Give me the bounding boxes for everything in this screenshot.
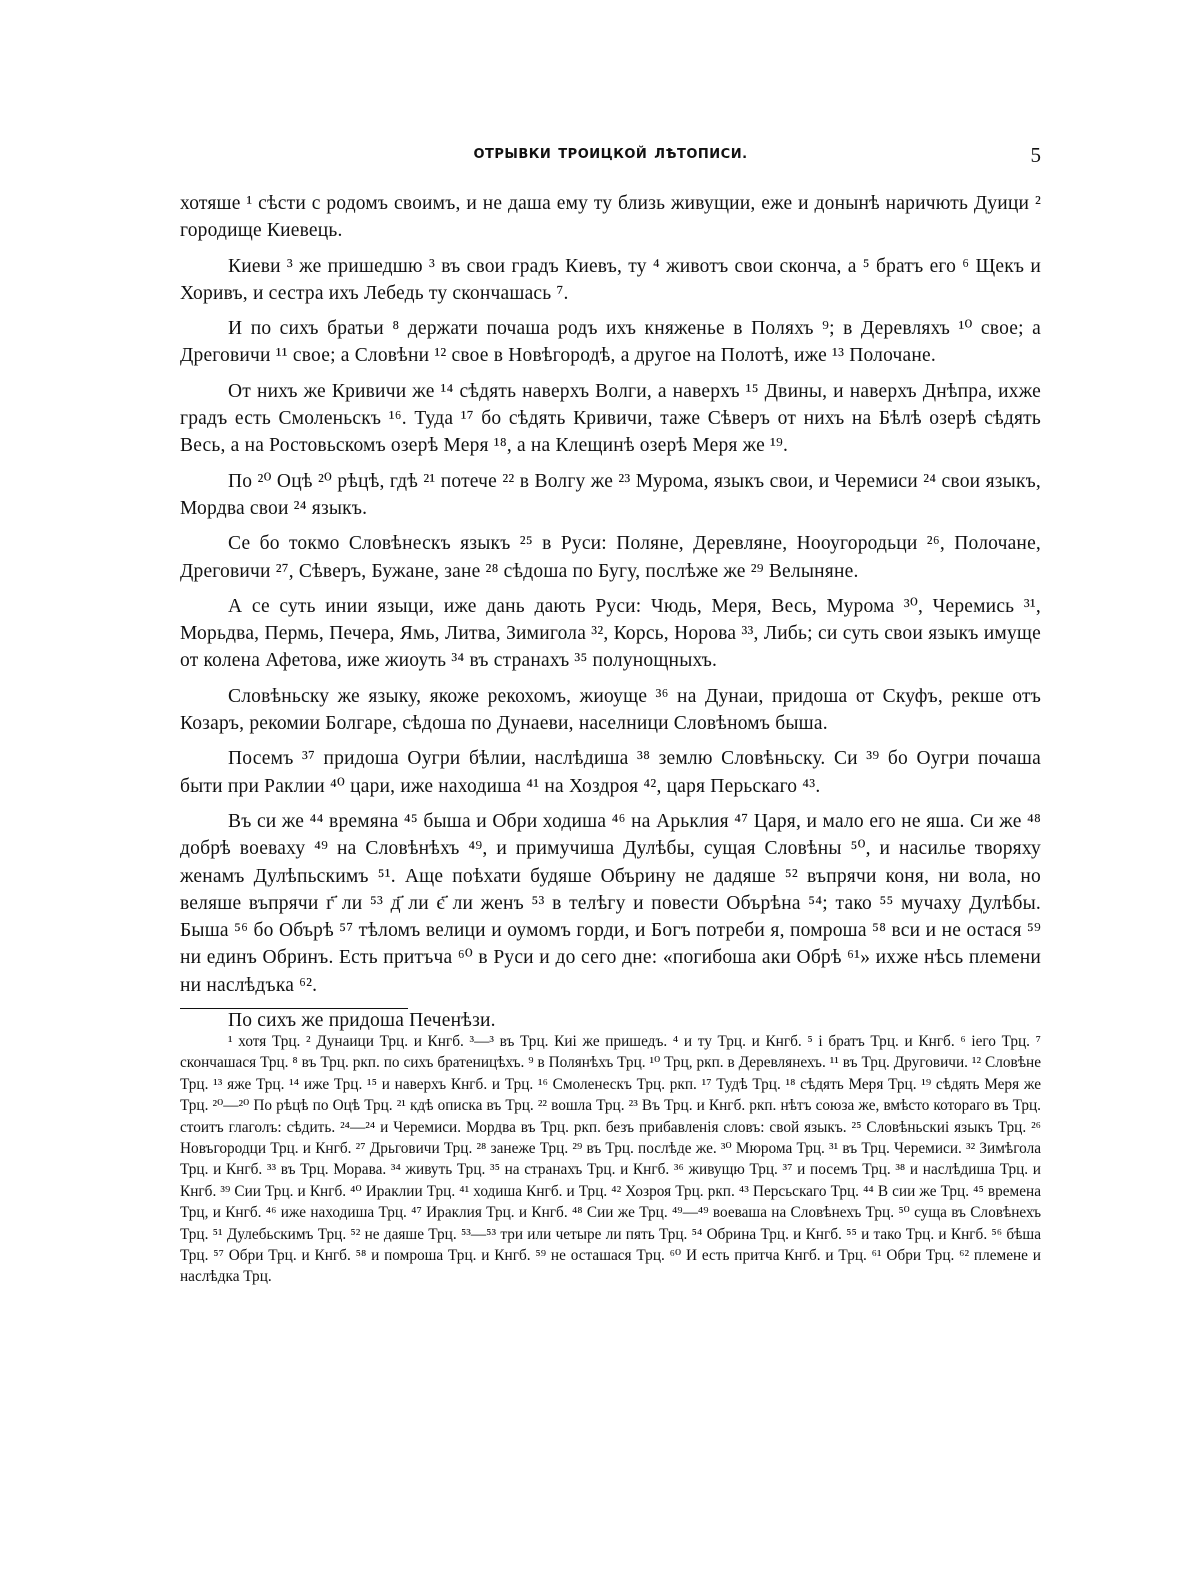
footnotes (180, 1031, 1041, 1288)
page-header (180, 143, 1041, 173)
paragraph: Словѣньску же языку, якоже рекохомъ, жиоуще ³⁶ на Дунаи, придоша от Скуфъ, рекше отъ Козаръ, рекомии Болгаре, сѣдоша по Дунаеви, населници Словѣномъ быша. (180, 685, 1041, 735)
paragraph: хотяше ¹ сѣсти с родомъ своимъ, и не даша ему ту близь живущии, еже и донынѣ наричють Дуици ² городище Киевець. (180, 193, 1041, 242)
paragraph: Въ си же ⁴⁴ времяна ⁴⁵ быша и Обри ходиша ⁴⁶ на Арьклия ⁴⁷ Царя, и мало его не яша. Си же ⁴⁸ добрѣ воеваху ⁴⁹ на Словѣнѣхъ ⁴⁹, и примучиша Дулѣбы, сущая Словѣны ⁵⁰, и насилье творяху женамъ Дулѣпьскимъ ⁵¹. Аще поѣхати будяше Обърину не дадяше ⁵² въпрячи коня, ни вола, но веляше въпрячи г҃ ли ⁵³ д҃ ли є҃ ли женъ ⁵³ в телѣгу и повести Обърѣна ⁵⁴; тако ⁵⁵ мучаху Дулѣбы. Быша ⁵⁶ бо Обърѣ ⁵⁷ тѣломъ велици и оумомъ горди, и Богъ потреби я, помроша ⁵⁸ вси и не остася ⁵⁹ ни единъ Обринъ. Есть притъча ⁶⁰ в Руси и до сего дне: «погибоша аки Обрѣ ⁶¹» ихже нѣсь племени ни наслѣдъка ⁶². (180, 810, 1041, 996)
paragraph: Се бо токмо Словѣнескъ языкъ ²⁵ в Руси: Поляне, Деревляне, Нооугородьци ²⁶, Полочане, Дреговичи ²⁷, Сѣверъ, Бужане, зане ²⁸ сѣдоша по Бугу, послѣже же ²⁹ Велыняне. (180, 533, 1041, 582)
paragraph: От нихъ же Кривичи же ¹⁴ сѣдять наверхъ Волги, а наверхъ ¹⁵ Двины, и наверхъ Днѣпра, ихже градъ есть Смоленьскъ ¹⁶. Туда ¹⁷ бо сѣдять Кривичи, таже Сѣверъ от нихъ на Бѣлѣ озерѣ сѣдять Весь, а на Ростовьскомъ озерѣ Меря ¹⁸, а на Клещинѣ озерѣ Меря же ¹⁹. (180, 380, 1041, 457)
footnote-divider (180, 1008, 408, 1009)
paragraph: Киеви ³ же пришедшю ³ въ свои градъ Киевъ, ту ⁴ животъ свои сконча, а ⁵ братъ его ⁶ Щекъ и Хоривъ, и сестра ихъ Лебедь ту скончашась ⁷. (180, 255, 1041, 304)
paragraph: По ²⁰ Оцѣ ²⁰ рѣцѣ, гдѣ ²¹ потече ²² в Волгу же ²³ Мурома, языкъ свои, и Черемиси ²⁴ свои языкъ, Мордва свои ²⁴ языкъ. (180, 470, 1041, 519)
paragraph: Посемъ ³⁷ придоша Оугри бѣлии, наслѣдиша ³⁸ землю Словѣньску. Си ³⁹ бо Оугри почаша быти при Раклии ⁴⁰ цари, иже находиша ⁴¹ на Хоздроя ⁴², царя Перьскаго ⁴³. (180, 748, 1041, 797)
paragraph: И по сихъ братьи ⁸ держати почаша родъ ихъ княженье в Поляхъ ⁹; в Деревляхъ ¹⁰ свое; а Дреговичи ¹¹ свое; а Словѣни ¹² свое в Новѣгородѣ, а другое на Полотѣ, иже ¹³ Полочане. (180, 318, 1041, 367)
running-title: ОТРЫВКИ ТРОИЦКОЙ ЛѢТОПИСИ. (473, 147, 748, 162)
page-number: 5 (1030, 143, 1041, 167)
paragraph: По сихъ же придоша Печенѣзи. (228, 1010, 496, 1032)
footnotes-text: ¹ хотя Трц. ² Дунаици Трц. и Кнгб. ³—³ въ Трц. Киі же пришедъ. ⁴ и ту Трц. и Кнгб. ⁵ і братъ Трц. и Кнгб. ⁶ іего Трц. ⁷ скончашася Трц. ⁸ въ Трц. ркп. по сихъ братеницѣхъ. ⁹ в Полянѣхъ Трц. ¹⁰ Трц, ркп. в Деревлянехъ. ¹¹ въ Трц. Друговичи. ¹² Словѣне Трц. ¹³ яже Трц. ¹⁴ иже Трц. ¹⁵ и наверхъ Кнгб. и Трц. ¹⁶ Смоленескъ Трц. ркп. ¹⁷ Тудѣ Трц. ¹⁸ сѣдять Меря Трц. ¹⁹ сѣдять Меря же Трц. ²⁰—²⁰ По рѣцѣ по Оцѣ Трц. ²¹ кдѣ описка въ Трц. ²² вошла Трц. ²³ Въ Трц. и Кнгб. ркп. нѣтъ союза же, вмѣсто котораго въ Трц. стоитъ глаголъ: сѣдить. ²⁴—²⁴ и Черемиси. Мордва въ Трц. ркп. безъ прибавленія словъ: свой языкъ. ²⁵ Словѣньскиі языкъ Трц. ²⁶ Новъгородци Трц. и Кнгб. ²⁷ Дрьговичи Трц. ²⁸ занеже Трц. ²⁹ въ Трц. послѣде же. ³⁰ Мюрома Трц. ³¹ въ Трц. Черемиси. ³² Зимѣгола Трц. и Кнгб. ³³ въ Трц. Морава. ³⁴ живуть Трц. ³⁵ на странахъ Трц. и Кнгб. ³⁶ живущю Трц. ³⁷ и посемъ Трц. ³⁸ и наслѣдиша Трц. и Кнгб. ³⁹ Сии Трц. и Кнгб. ⁴⁰ Ираклии Трц. ⁴¹ ходиша Кнгб. и Трц. ⁴² Хозроя Трц. ркп. ⁴³ Персьскаго Трц. ⁴⁴ В сии же Трц. ⁴⁵ времена Трц, и Кнгб. ⁴⁶ иже находиша Трц. ⁴⁷ Ираклия Трц. и Кнгб. ⁴⁸ Сии же Трц. ⁴⁹—⁴⁹ воеваша на Словѣнехъ Трц. ⁵⁰ суща въ Словѣнехъ Трц. ⁵¹ Дулебьскимъ Трц. ⁵² не даяше Трц. ⁵³—⁵³ три или четыре ли пять Трц. ⁵⁴ Обрина Трц. и Кнгб. ⁵⁵ и тако Трц. и Кнгб. ⁵⁶ бѣша Трц. ⁵⁷ Обри Трц. и Кнгб. ⁵⁸ и помроша Трц. и Кнгб. ⁵⁹ не осташася Трц. ⁶⁰ И есть притча Кнгб. и Трц. ⁶¹ Обри Трц. ⁶² племене и наслѣдка Трц. (180, 1033, 1041, 1286)
paragraph: А се суть инии языци, иже дань дають Руси: Чюдь, Меря, Весь, Мурома ³⁰, Черемись ³¹, Морьдва, Пермь, Печера, Ямь, Литва, Зимигола ³², Корсь, Норова ³³, Либь; си суть свои языкъ имуще от колена Афетова, иже жиоуть ³⁴ въ странахъ ³⁵ полунощныхъ. (180, 595, 1041, 672)
main-text (180, 190, 1041, 1042)
